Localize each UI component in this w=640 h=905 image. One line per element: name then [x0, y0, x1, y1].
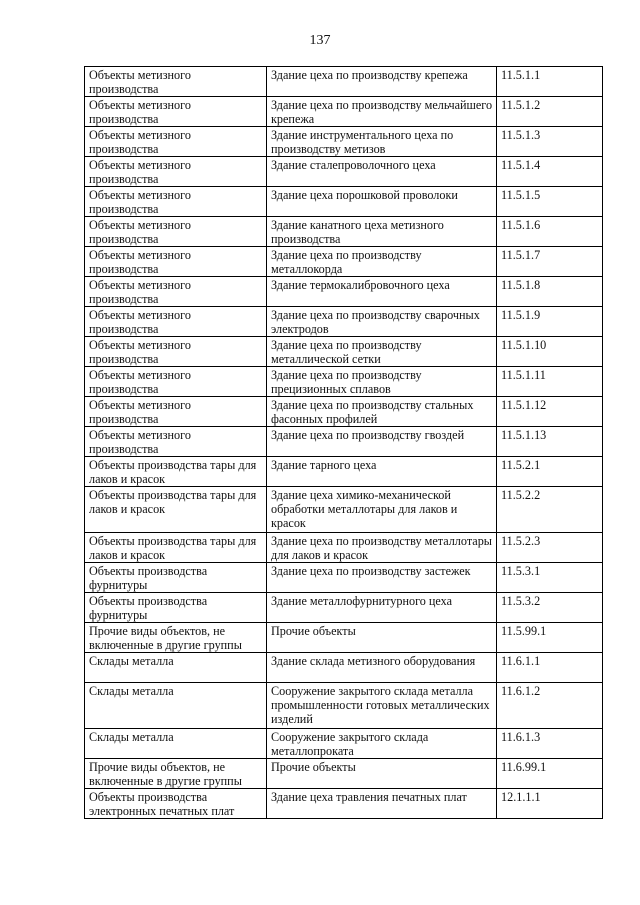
- group-cell: Объекты производства тары для лаков и красок: [85, 487, 267, 533]
- group-cell: Объекты метизного производства: [85, 97, 267, 127]
- object-cell: Здание сталепроволочного цеха: [267, 157, 497, 187]
- group-cell: Объекты метизного производства: [85, 247, 267, 277]
- object-cell: Здание склада метизного оборудования: [267, 653, 497, 683]
- page-number: 137: [309, 33, 331, 48]
- object-cell: Здание термокалибровочного цеха: [267, 277, 497, 307]
- object-cell: Здание цеха по производству сварочных электродов: [267, 307, 497, 337]
- code-cell: 11.5.1.13: [497, 427, 603, 457]
- object-cell: Здание цеха порошковой проволоки: [267, 187, 497, 217]
- code-cell: 11.5.3.2: [497, 593, 603, 623]
- table-row: [85, 307, 603, 337]
- group-cell: Объекты метизного производства: [85, 427, 267, 457]
- code-cell: 11.5.1.5: [497, 187, 603, 217]
- code-cell: 11.5.1.8: [497, 277, 603, 307]
- object-cell: Здание цеха по производству прецизионных сплавов: [267, 367, 497, 397]
- object-cell: Здание металлофурнитурного цеха: [267, 593, 497, 623]
- object-cell: Здание инструментального цеха по производству метизов: [267, 127, 497, 157]
- object-cell: Прочие объекты: [267, 623, 497, 653]
- group-cell: Объекты производства тары для лаков и красок: [85, 457, 267, 487]
- object-cell: Прочие объекты: [267, 759, 497, 789]
- code-cell: 11.5.1.12: [497, 397, 603, 427]
- group-cell: Склады металла: [85, 653, 267, 683]
- table-row: [85, 277, 603, 307]
- code-cell: 11.5.2.3: [497, 533, 603, 563]
- table-row: [85, 729, 603, 759]
- group-cell: Объекты метизного производства: [85, 337, 267, 367]
- object-cell: Здание цеха травления печатных плат: [267, 789, 497, 819]
- table-row: [85, 457, 603, 487]
- group-cell: Объекты метизного производства: [85, 67, 267, 97]
- object-cell: Здание цеха по производству мельчайшего крепежа: [267, 97, 497, 127]
- group-cell: Объекты метизного производства: [85, 157, 267, 187]
- code-cell: 11.5.1.6: [497, 217, 603, 247]
- code-cell: 11.5.2.1: [497, 457, 603, 487]
- table-row: [85, 427, 603, 457]
- table-row: [85, 97, 603, 127]
- group-cell: Прочие виды объектов, не включенные в другие группы: [85, 623, 267, 653]
- classification-table: [84, 66, 603, 819]
- table-row: [85, 187, 603, 217]
- code-cell: 11.5.99.1: [497, 623, 603, 653]
- object-cell: Здание тарного цеха: [267, 457, 497, 487]
- table-body: [85, 67, 603, 819]
- table-row: [85, 367, 603, 397]
- code-cell: 11.5.1.11: [497, 367, 603, 397]
- object-cell: Сооружение закрытого склада металла промышленности готовых металлических изделий: [267, 683, 497, 729]
- code-cell: 11.5.1.10: [497, 337, 603, 367]
- code-cell: 11.5.1.3: [497, 127, 603, 157]
- table-row: [85, 593, 603, 623]
- table-row: [85, 759, 603, 789]
- table-row: [85, 653, 603, 683]
- object-cell: Здание цеха по производству металлической сетки: [267, 337, 497, 367]
- group-cell: Прочие виды объектов, не включенные в другие группы: [85, 759, 267, 789]
- code-cell: 11.5.1.9: [497, 307, 603, 337]
- object-cell: Здание цеха по производству металлотары для лаков и красок: [267, 533, 497, 563]
- object-cell: Здание цеха по производству застежек: [267, 563, 497, 593]
- object-cell: Здание цеха по производству металлокорда: [267, 247, 497, 277]
- object-cell: Здание цеха химико-механической обработки металлотары для лаков и красок: [267, 487, 497, 533]
- code-cell: 11.5.1.7: [497, 247, 603, 277]
- code-cell: 11.5.1.2: [497, 97, 603, 127]
- code-cell: 11.6.1.3: [497, 729, 603, 759]
- code-cell: 11.5.1.1: [497, 67, 603, 97]
- object-cell: Здание цеха по производству крепежа: [267, 67, 497, 97]
- object-cell: Здание цеха по производству гвоздей: [267, 427, 497, 457]
- code-cell: 11.6.99.1: [497, 759, 603, 789]
- object-cell: Здание канатного цеха метизного производства: [267, 217, 497, 247]
- code-cell: 11.6.1.1: [497, 653, 603, 683]
- group-cell: Объекты метизного производства: [85, 367, 267, 397]
- table-row: [85, 533, 603, 563]
- table-row: [85, 683, 603, 729]
- table-row: [85, 157, 603, 187]
- group-cell: Объекты производства электронных печатных плат: [85, 789, 267, 819]
- object-cell: Сооружение закрытого склада металлопроката: [267, 729, 497, 759]
- group-cell: Склады металла: [85, 729, 267, 759]
- code-cell: 11.5.1.4: [497, 157, 603, 187]
- table-row: [85, 563, 603, 593]
- code-cell: 11.5.2.2: [497, 487, 603, 533]
- group-cell: Склады металла: [85, 683, 267, 729]
- code-cell: 11.6.1.2: [497, 683, 603, 729]
- code-cell: 12.1.1.1: [497, 789, 603, 819]
- table-row: [85, 789, 603, 819]
- code-cell: 11.5.3.1: [497, 563, 603, 593]
- table-row: [85, 67, 603, 97]
- group-cell: Объекты метизного производства: [85, 217, 267, 247]
- group-cell: Объекты метизного производства: [85, 397, 267, 427]
- group-cell: Объекты метизного производства: [85, 307, 267, 337]
- group-cell: Объекты производства тары для лаков и красок: [85, 533, 267, 563]
- table-row: [85, 247, 603, 277]
- table-row: [85, 217, 603, 247]
- table-row: [85, 127, 603, 157]
- table-row: [85, 397, 603, 427]
- object-cell: Здание цеха по производству стальных фасонных профилей: [267, 397, 497, 427]
- group-cell: Объекты метизного производства: [85, 187, 267, 217]
- group-cell: Объекты производства фурнитуры: [85, 563, 267, 593]
- group-cell: Объекты метизного производства: [85, 277, 267, 307]
- table-row: [85, 487, 603, 533]
- table-row: [85, 623, 603, 653]
- group-cell: Объекты метизного производства: [85, 127, 267, 157]
- table-row: [85, 337, 603, 367]
- group-cell: Объекты производства фурнитуры: [85, 593, 267, 623]
